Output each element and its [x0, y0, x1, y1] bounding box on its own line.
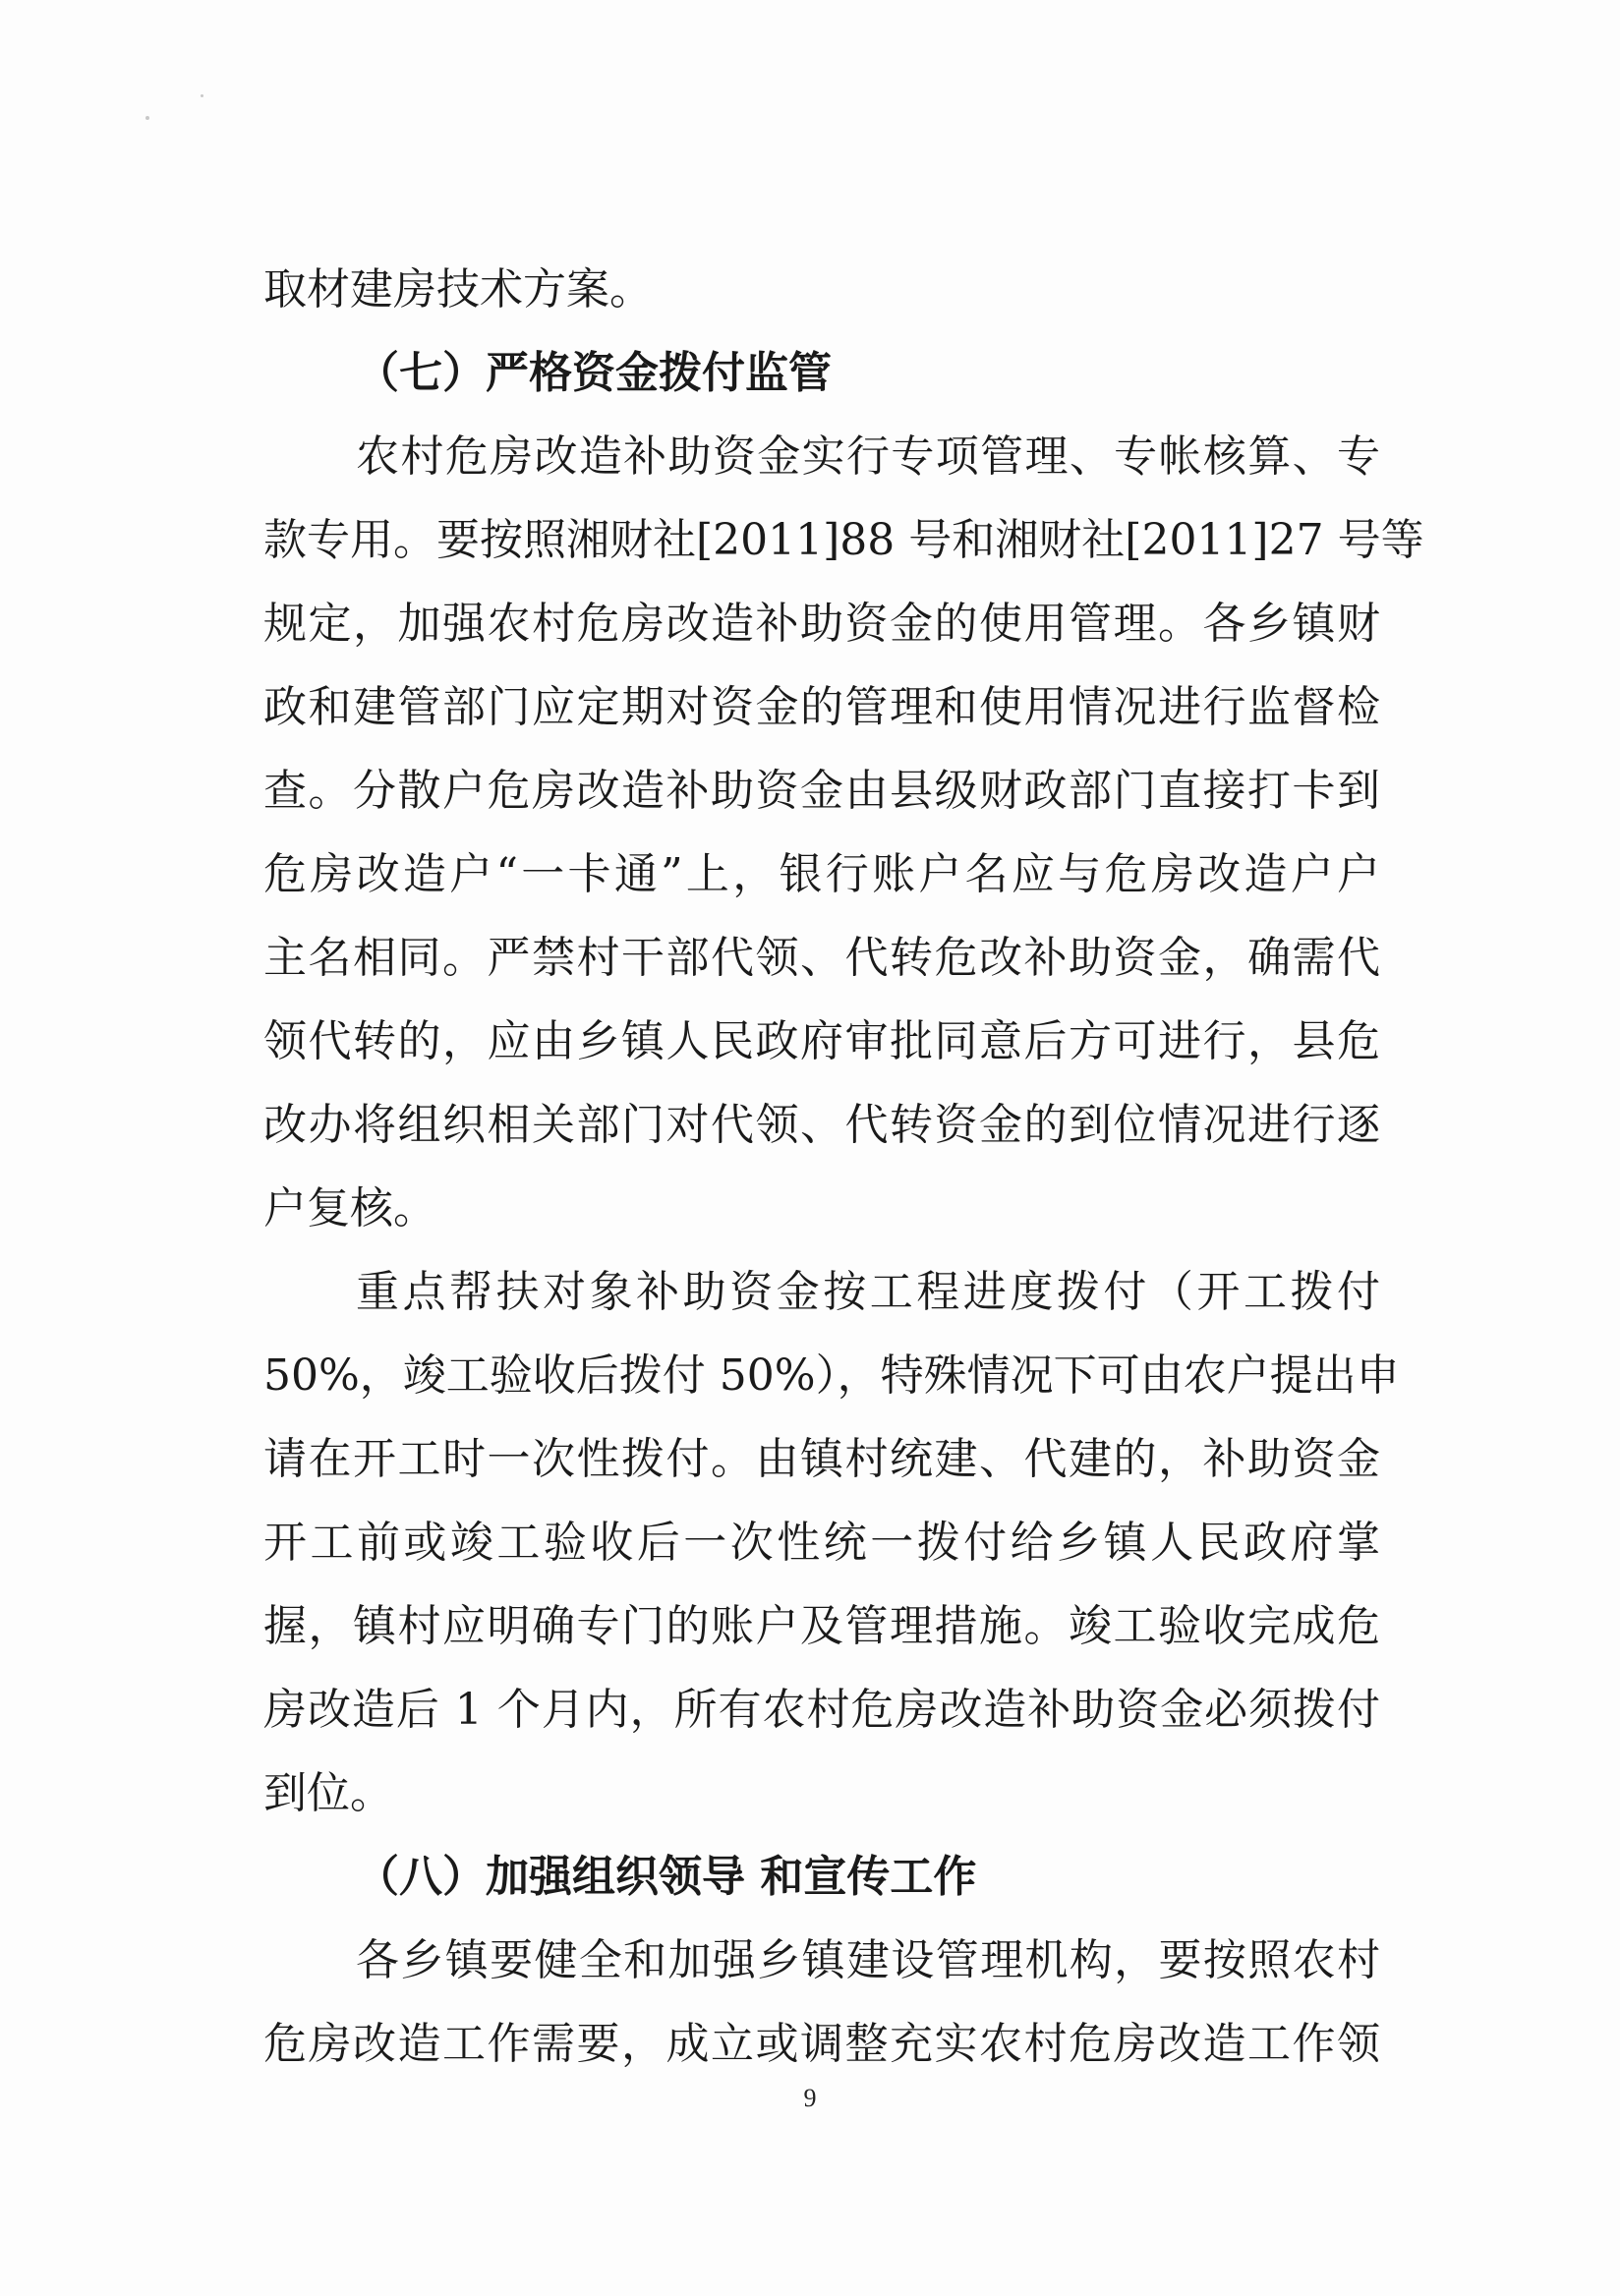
paragraph-line: 各乡镇要健全和加强乡镇建设管理机构，要按照农村: [356, 1935, 1380, 1985]
section-heading-8: （八）加强组织领导 和宣传工作: [356, 1852, 977, 1902]
paragraph-line: 查。分散户危房改造补助资金由县级财政部门直接打卡到: [263, 766, 1380, 816]
scan-speck: [145, 116, 149, 120]
paragraph-line: 到位。: [263, 1768, 393, 1818]
paragraph-line: 房改造后 1 个月内，所有农村危房改造补助资金必须拨付: [263, 1685, 1380, 1735]
paragraph-line: 取材建房技术方案。: [263, 264, 653, 315]
body-text: [263, 248, 1424, 2086]
paragraph-line: 请在开工时一次性拨付。由镇村统建、代建的，补助资金: [263, 1434, 1380, 1484]
paragraph-line: 政和建管部门应定期对资金的管理和使用情况进行监督检: [263, 682, 1380, 732]
paragraph-line: 农村危房改造补助资金实行专项管理、专帐核算、专: [356, 431, 1380, 482]
paragraph-line: 规定，加强农村危房改造补助资金的使用管理。各乡镇财: [263, 599, 1380, 649]
paragraph-line: 开工前或竣工验收后一次性统一拨付给乡镇人民政府掌: [263, 1518, 1380, 1568]
paragraph-line: 危房改造户“一卡通”上，银行账户名应与危房改造户户: [263, 849, 1380, 899]
paragraph-line: 重点帮扶对象补助资金按工程进度拨付（开工拨付: [356, 1267, 1380, 1317]
paragraph-line: 户复核。: [263, 1183, 436, 1234]
paragraph-line: 危房改造工作需要，成立或调整充实农村危房改造工作领: [263, 2019, 1380, 2069]
paragraph-line: 50%，竣工验收后拨付 50%），特殊情况下可由农户提出申: [263, 1350, 1400, 1401]
paragraph-line: 主名相同。严禁村干部代领、代转危改补助资金，确需代: [263, 933, 1380, 983]
paragraph-line: 改办将组织相关部门对代领、代转资金的到位情况进行逐: [263, 1100, 1380, 1150]
paragraph-line: 领代转的，应由乡镇人民政府审批同意后方可进行，县危: [263, 1016, 1380, 1066]
paragraph-line: 握，镇村应明确专门的账户及管理措施。竣工验收完成危: [263, 1601, 1380, 1651]
page-number: 9: [803, 2084, 817, 2112]
paragraph-line: 款专用。要按照湘财社[2011]88 号和湘财社[2011]27 号等: [263, 515, 1424, 565]
section-heading-7: （七）严格资金拨付监管: [356, 348, 832, 398]
scan-speck: [201, 94, 203, 97]
